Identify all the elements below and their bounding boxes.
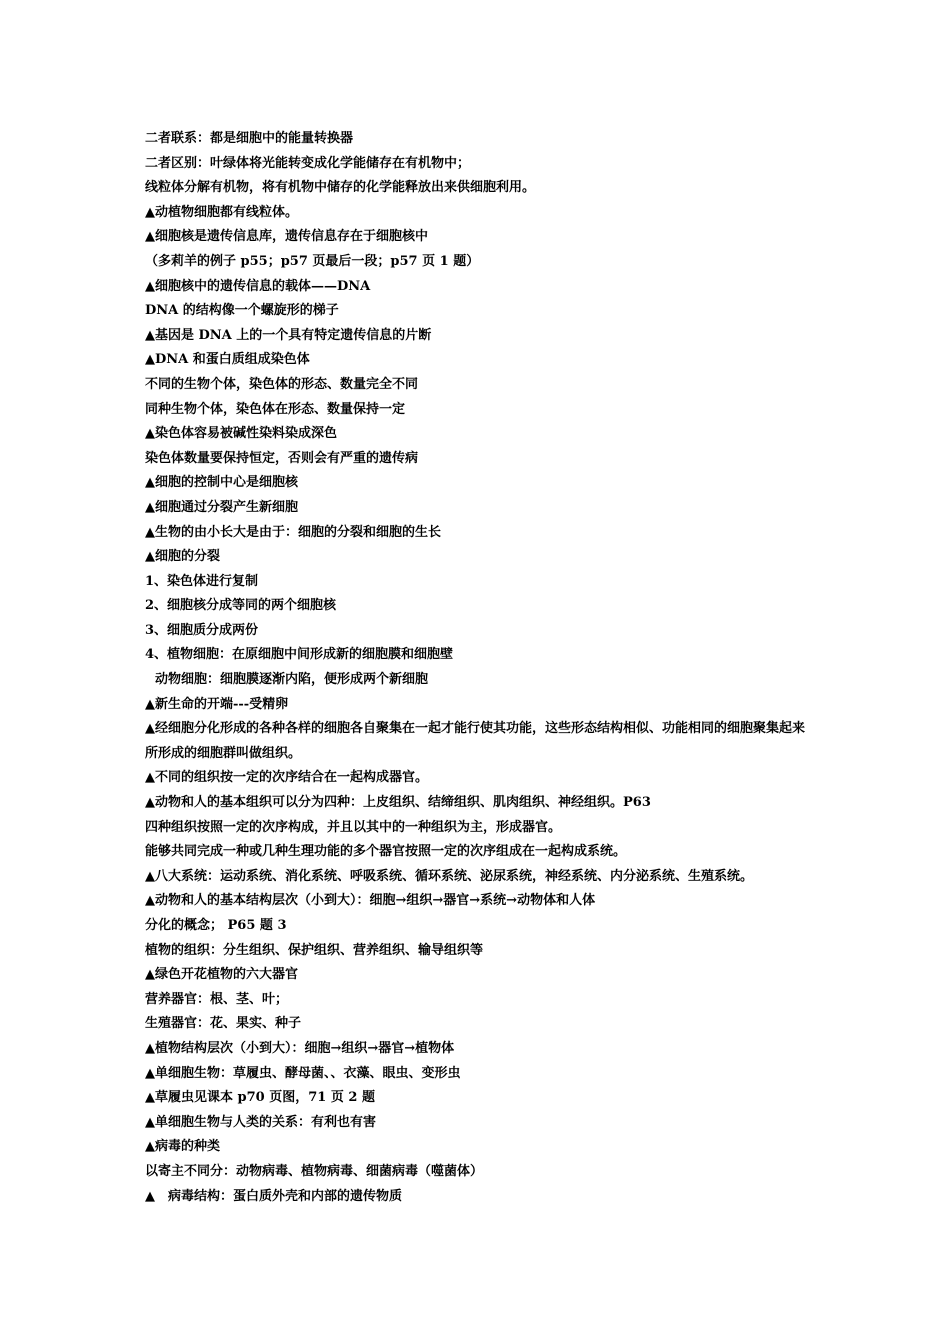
text-line: ▲DNA 和蛋白质组成染色体	[145, 352, 310, 368]
text-line: ▲动物和人的基本结构层次（小到大）：细胞→组织→器官→系统→动物体和人体	[145, 893, 596, 909]
text-line: ▲细胞核是遗传信息库，遗传信息存在于细胞核中	[145, 229, 428, 245]
text-line: ▲细胞的分裂	[145, 549, 220, 565]
text-line: ▲基因是 DNA 上的一个具有特定遗传信息的片断	[145, 327, 432, 343]
text-line: 生殖器官：花、果实、种子	[145, 1016, 302, 1032]
text-line: 营养器官：根、茎、叶；	[145, 991, 289, 1007]
text-line: ▲染色体容易被碱性染料染成深色	[145, 426, 337, 442]
text-line: ▲细胞核中的遗传信息的载体——DNA	[145, 278, 371, 294]
text-line: 动物细胞：细胞膜逐渐内陷，便形成两个新细胞	[155, 672, 429, 688]
text-line: ▲单细胞生物与人类的关系：有利也有害	[145, 1114, 376, 1130]
text-line: ▲单细胞生物：草履虫、酵母菌、、衣藻、眼虫、变形虫	[145, 1065, 461, 1081]
text-line: ▲植物结构层次（小到大）：细胞→组织→器官→植物体	[145, 1040, 455, 1056]
text-line: ▲细胞通过分裂产生新细胞	[145, 499, 298, 515]
text-line: ▲绿色开花植物的六大器官	[145, 967, 298, 983]
text-paragraph: ▲经细胞分化形成的各种各样的细胞各自聚集在一起才能行使其功能，这些形态结构相似、功能相同的细胞聚集起来所形成的细胞群叫做组织。	[145, 721, 805, 761]
text-line: ▲新生命的开端---受精卵	[145, 696, 289, 712]
text-line: DNA 的结构像一个螺旋形的梯子	[145, 303, 339, 319]
text-line: 四种组织按照一定的次序构成，并且以其中的一种组织为主，形成器官。	[145, 819, 562, 835]
text-line: 能够共同完成一种或几种生理功能的多个器官按照一定的次序组成在一起构成系统。	[145, 844, 627, 860]
text-line: 线粒体分解有机物，将有机物中储存的化学能释放出来供细胞利用。	[145, 180, 536, 196]
text-line: ▲ 病毒结构：蛋白质外壳和内部的遗传物质	[145, 1188, 402, 1204]
text-line: ▲细胞的控制中心是细胞核	[145, 475, 298, 491]
text-line: ▲动物和人的基本组织可以分为四种：上皮组织、结缔组织、肌肉组织、神经组织。P63	[145, 795, 651, 811]
document-body	[145, 127, 810, 1209]
text-line: 植物的组织：分生组织、保护组织、营养组织、输导组织等	[145, 942, 484, 958]
text-line: 4、植物细胞：在原细胞中间形成新的细胞膜和细胞壁	[145, 647, 454, 663]
text-line: 分化的概念； P65 题 3	[145, 918, 287, 933]
text-line: 3、细胞质分成两份	[145, 622, 259, 638]
text-line: 以寄主不同分：动物病毒、植物病毒、细菌病毒（噬菌体）	[145, 1163, 484, 1179]
text-line: ▲八大系统：运动系统、消化系统、呼吸系统、循环系统、泌尿系统，神经系统、内分泌系统、生殖系统。	[145, 868, 753, 884]
text-line: （多莉羊的例子 p55；p57 页最后一段；p57 页 1 题）	[145, 253, 480, 269]
text-line: 不同的生物个体，染色体的形态、数量完全不同	[145, 376, 419, 392]
text-line: ▲动植物细胞都有线粒体。	[145, 204, 298, 220]
text-line: 染色体数量要保持恒定，否则会有严重的遗传病	[145, 450, 419, 466]
text-line: 二者区别：叶绿体将光能转变成化学能储存在有机物中；	[145, 155, 471, 171]
text-line: 二者联系：都是细胞中的能量转换器	[145, 131, 354, 146]
text-line: 2、细胞核分成等同的两个细胞核	[145, 598, 337, 614]
text-line: 同种生物个体，染色体在形态、数量保持一定	[145, 401, 406, 417]
text-line: ▲生物的由小长大是由于：细胞的分裂和细胞的生长	[145, 524, 441, 540]
text-line: ▲病毒的种类	[145, 1139, 220, 1155]
text-line: ▲不同的组织按一定的次序结合在一起构成器官。	[145, 770, 428, 786]
text-line: ▲草履虫见课本 p70 页图，71 页 2 题	[145, 1090, 375, 1106]
text-line: 1、染色体进行复制	[145, 573, 259, 589]
